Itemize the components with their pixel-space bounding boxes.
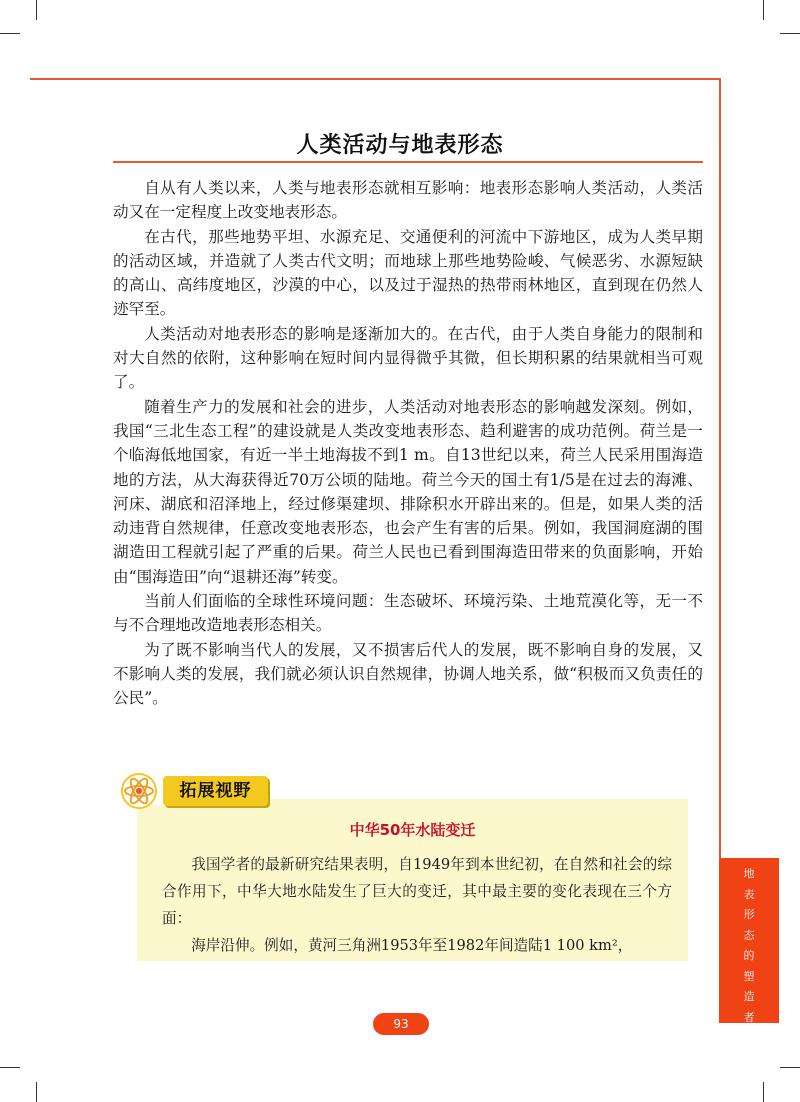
- body-paragraph: 当前人们面临的全球性环境问题：生态破坏、环境污染、土地荒漠化等，无一不与不合理地改造地表形态相关。: [113, 592, 703, 635]
- side-tab-char: 造: [743, 990, 755, 1003]
- body-text: [113, 176, 703, 711]
- extension-paragraph: 我国学者的最新研究结果表明，自1949年到本世纪初，在自然和社会的综合作用下，中华大地水陆发生了巨大的变迁，其中最主要的变化表现在三个方面：: [162, 856, 672, 927]
- page-number: 93: [373, 1013, 429, 1035]
- side-tab-char: 形: [743, 908, 755, 921]
- side-tab-char: 的: [743, 949, 755, 962]
- side-tab-char: 者: [743, 1010, 755, 1024]
- crop-mark-bottom-right-v: [763, 1082, 764, 1102]
- extension-paragraph: 海岸沿伸。例如，黄河三角洲1953年至1982年间造陆1 100 km²，: [191, 937, 633, 954]
- extension-badge-label: 拓展视野: [163, 776, 268, 806]
- extension-title: 中华50年水陆变迁: [349, 821, 476, 839]
- body-paragraph: 人类活动对地表形态的影响是逐渐加大的。在古代，由于人类自身能力的限制和对大自然的依附，这种影响在短时间内显得微乎其微，但长期积累的结果就相当可观了。: [113, 324, 703, 392]
- extension-text: [162, 851, 672, 959]
- crop-mark-bottom-left-h: [0, 1067, 20, 1068]
- page-frame-top: [30, 78, 720, 80]
- page-title: 人类活动与地表形态: [296, 133, 504, 158]
- side-tab-char: 态: [743, 928, 755, 942]
- side-tab-char: 塑: [743, 969, 755, 983]
- crop-mark-top-left-h: [0, 33, 20, 34]
- body-paragraph: 在古代，那些地势平坦、水源充足、交通便利的河流中下游地区，成为人类早期的活动区域，并造就了人类古代文明；而地球上那些地势险峻、气候恶劣、水源短缺的高山、高纬度地区，沙漠的中心，以及过于湿热的热带雨林地区，直到现在仍然人迹罕至。: [113, 227, 703, 319]
- crop-mark-top-left-v: [36, 0, 37, 20]
- crop-mark-top-right-v: [763, 0, 764, 20]
- side-tab-char: 表: [743, 887, 755, 901]
- body-paragraph: 为了既不影响当代人的发展，又不损害后代人的发展，既不影响自身的发展，又不影响人类的发展，我们就必须认识自然规律，协调人地关系，做“积极而又负责任的公民”。: [113, 640, 703, 708]
- chapter-side-tab: [719, 858, 779, 1023]
- crop-mark-top-right-h: [780, 33, 800, 34]
- page-frame-right: [719, 78, 721, 858]
- body-paragraph: 随着生产力的发展和社会的进步，人类活动对地表形态的影响越发深刻。例如，我国“三北生态工程”的建设就是人类改变地表形态、趋利避害的成功范例。荷兰是一个临海低地国家，有近一半土地海拔不到1 m。自13世纪以来，荷兰人民采用围海造地的方法，从大海获得近70万公顷的陆地。荷兰今天的国土有1/5是在过去的海滩、河床、湖底和沼泽地上，经过修渠建坝、排除积水开辟出来的。但是，如果人类的活动违背自然规律，任意改变地表形态，也会产生有害的后果。例如，我国洞庭湖的围湖造田工程就引起了严重的后果。荷兰人民也已看到围海造田带来的负面影响，开始由“围海造田”向“退耕还海”转变。: [113, 397, 703, 586]
- crop-mark-bottom-right-h: [780, 1067, 800, 1068]
- body-paragraph: 自从有人类以来，人类与地表形态就相互影响：地表形态影响人类活动，人类活动又在一定程度上改变地表形态。: [113, 179, 703, 222]
- crop-mark-bottom-left-v: [36, 1082, 37, 1102]
- side-tab-char: 地: [743, 867, 755, 880]
- title-divider: [113, 161, 703, 163]
